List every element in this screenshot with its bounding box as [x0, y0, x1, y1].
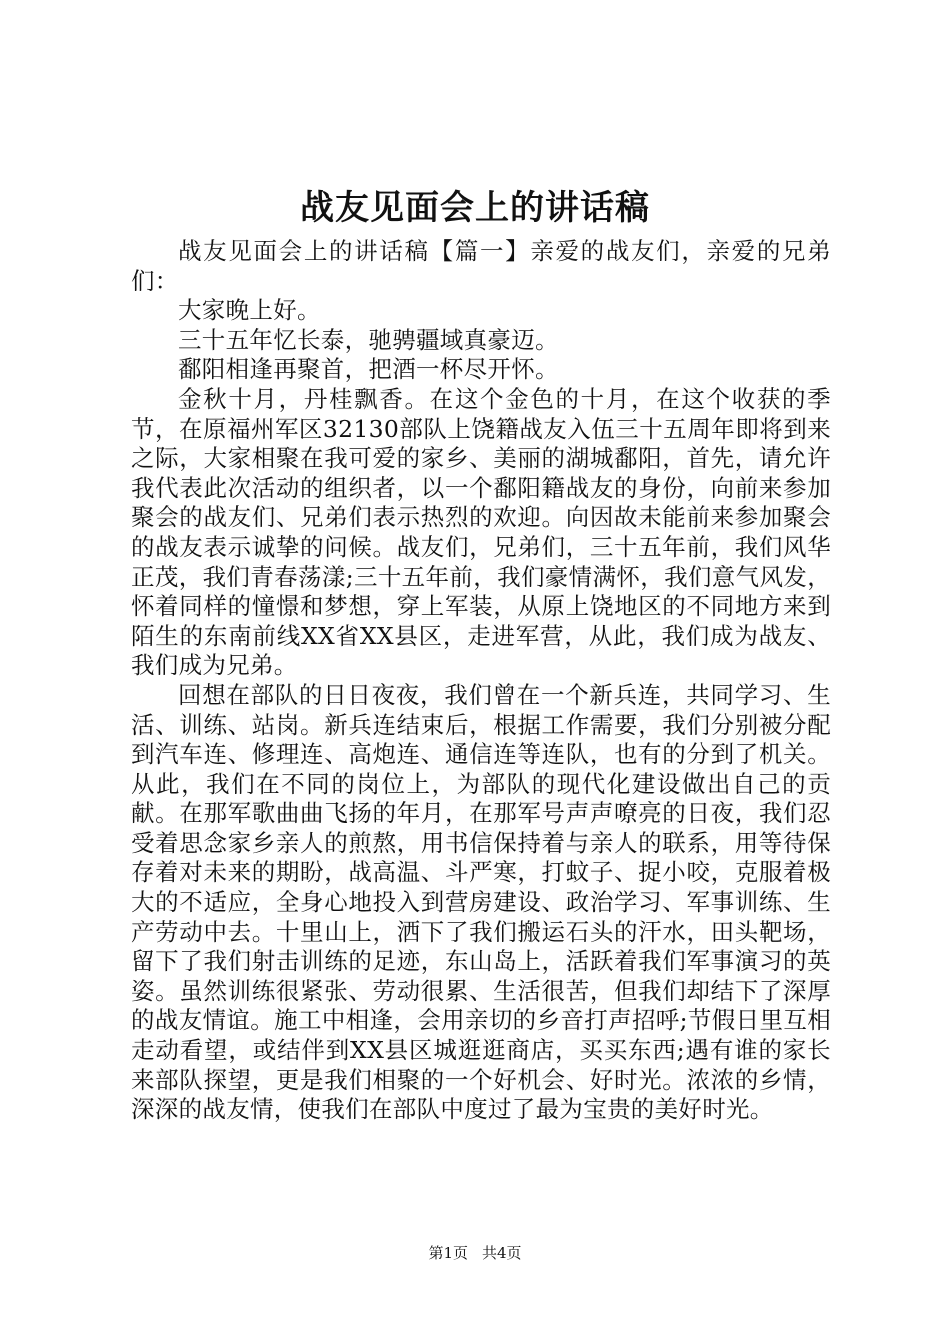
- paragraph-2: 大家晚上好。: [178, 296, 321, 325]
- paragraph-1: 战友见面会上的讲话稿【篇一】亲爱的战友们，亲爱的兄弟们：: [131, 237, 831, 295]
- page-number: 第1页: [428, 1244, 468, 1262]
- page-total: 共4页: [482, 1244, 522, 1262]
- paragraph-3: 三十五年忆长泰，驰骋疆域真豪迈。: [178, 325, 559, 354]
- document-title: 战友见面会上的讲话稿: [300, 188, 650, 228]
- paragraph-4: 鄱阳相逢再聚首，把酒一杯尽开怀。: [178, 355, 559, 384]
- document-body: [131, 237, 831, 1125]
- paragraph-5: 金秋十月，丹桂飘香。在这个金色的十月，在这个收获的季节，在原福州军区32130部队上饶籍战友入伍三十五周年即将到来之际，大家相聚在我可爱的家乡、美丽的湖城鄱阳，首先，请允许我代表此次活动的组织者，以一个鄱阳籍战友的身份，向前来参加聚会的战友们、兄弟们表示热烈的欢迎。向因故未能前来参加聚会的战友表示诚挚的问候。战友们，兄弟们，三十五年前，我们风华正茂，我们青春荡漾;三十五年前，我们豪情满怀，我们意气风发，怀着同样的憧憬和梦想，穿上军装，从原上饶地区的不同地方来到陌生的东南前线XX省XX县区，走进军营，从此，我们成为战友、我们成为兄弟。: [131, 384, 831, 680]
- page-footer: [0, 1243, 950, 1263]
- paragraph-6: 回想在部队的日日夜夜，我们曾在一个新兵连，共同学习、生活、训练、站岗。新兵连结束后，根据工作需要，我们分别被分配到汽车连、修理连、高炮连、通信连等连队，也有的分到了机关。从此，我们在不同的岗位上，为部队的现代化建设做出自己的贡献。在那军歌曲曲飞扬的年月，在那军号声声嘹亮的日夜，我们忍受着思念家乡亲人的煎熬，用书信保持着与亲人的联系，用等待保存着对未来的期盼，战高温、斗严寒，打蚊子、捉小咬，克服着极大的不适应，全身心地投入到营房建设、政治学习、军事训练、生产劳动中去。十里山上，洒下了我们搬运石头的汗水，田头靶场，留下了我们射击训练的足迹，东山岛上，活跃着我们军事演习的英姿。虽然训练很紧张、劳动很累、生活很苦，但我们却结下了深厚的战友情谊。施工中相逢，会用亲切的乡音打声招呼;节假日里互相走动看望，或结伴到XX县区城逛逛商店，买买东西;遇有谁的家长来部队探望，更是我们相聚的一个好机会、好时光。浓浓的乡情，深深的战友情，使我们在部队中度过了最为宝贵的美好时光。: [131, 680, 831, 1124]
